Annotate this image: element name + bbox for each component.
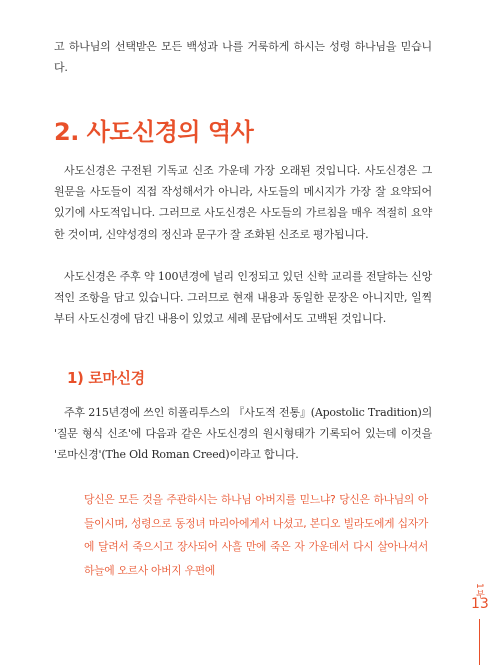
page-number: 13 <box>471 596 489 612</box>
body-paragraph-3: 주후 215년경에 쓰인 히폴리투스의 『사도적 전통』(Apostolic Tradition)의 '질문 형식 신조'에 다음과 같은 사도신경의 원시형태가 기록되어 있는데 이것을 '로마신경'(The Old Roman Creed)이라고 합니다. <box>54 406 432 462</box>
body-paragraph-2: 사도신경은 주후 약 100년경에 널리 인정되고 있던 신학 교리를 전달하는 신앙적인 조항을 담고 있습니다. 그러므로 현재 내용과 동일한 문장은 아니지만, 일찍부터 사도신경에 담긴 내용이 있었고 세례 문답에서도 고백된 것입니다. <box>54 270 432 326</box>
creed-quote: 당신은 모든 것을 주관하시는 하나님 아버지를 믿느냐? 당신은 하나님의 아들이시며, 성령으로 동정녀 마리아에게서 나셨고, 본디오 빌라도에게 십자가에 달려서 죽으시고 장사되어 사흘 만에 죽은 자 가운데서 다시 살아나셔서 하늘에 오르사 아버지 우편에 <box>84 493 428 577</box>
margin-rule <box>479 619 480 665</box>
subsection-heading: 1) 로마신경 <box>67 369 145 387</box>
section-heading: 2. 사도신경의 역사 <box>54 118 254 146</box>
part-label: 1부 <box>474 583 484 600</box>
intro-paragraph: 고 하나님의 선택받은 모든 백성과 나를 거룩하게 하시는 성령 하나님을 믿습니다. <box>54 40 432 75</box>
body-paragraph-1: 사도신경은 구전된 기독교 신조 가운데 가장 오래된 것입니다. 사도신경은 그 원문을 사도들이 직접 작성해서가 아니라, 사도들의 메시지가 가장 잘 요약되어 있기에 사도적입니다. 그러므로 사도신경은 사도들의 가르침을 매우 적절히 요약한 것이며, 신약성경의 정신과 문구가 잘 조화된 신조로 평가됩니다. <box>54 164 432 241</box>
